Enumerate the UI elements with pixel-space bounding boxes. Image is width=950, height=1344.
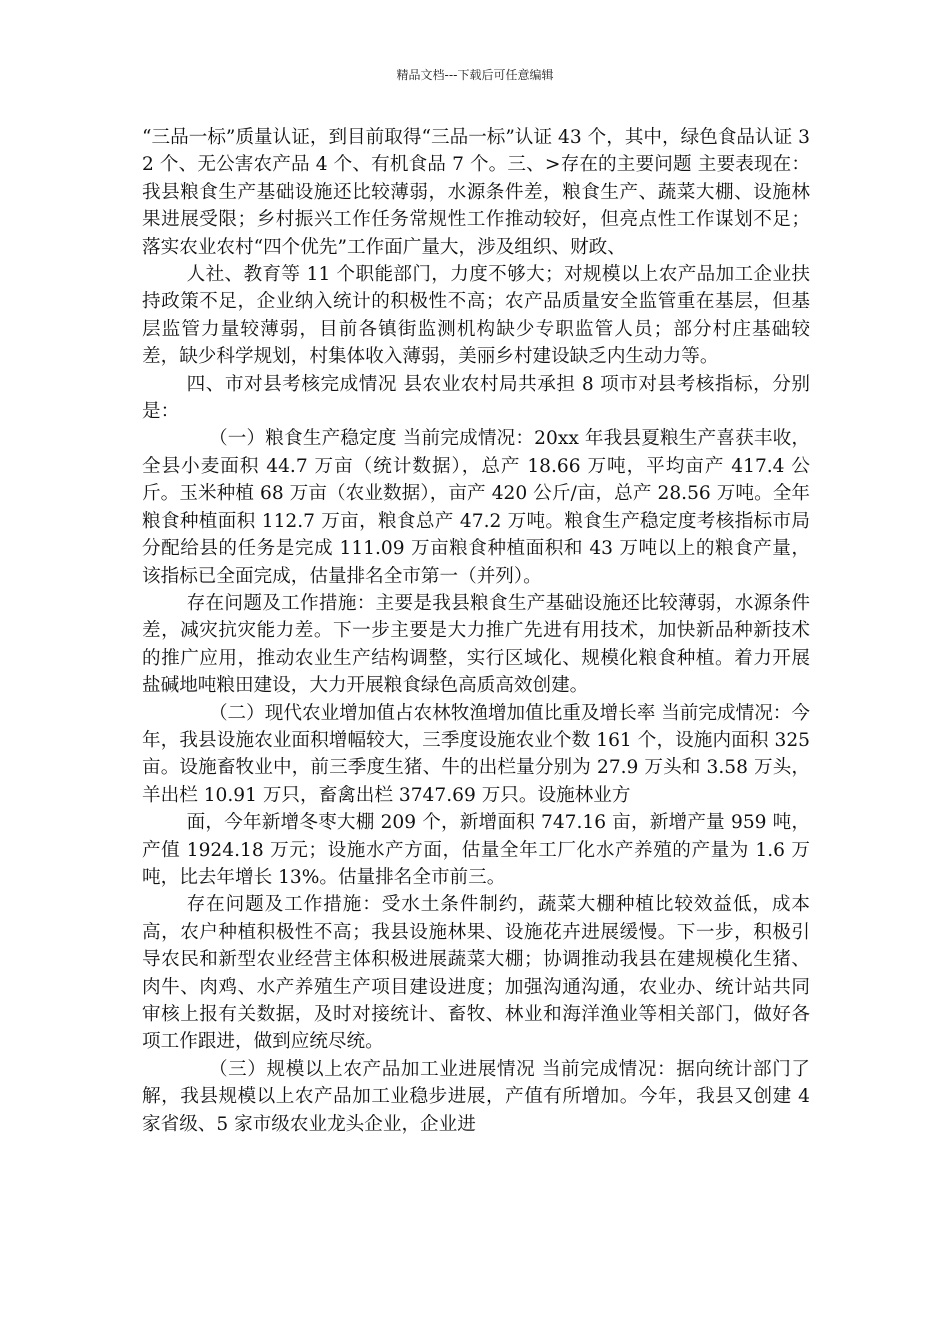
paragraph-3: 四、市对县考核完成情况 县农业农村局共承担 8 项市对县考核指标，分别是：	[142, 373, 810, 423]
page-header-note: 精品文档---下载后可任意编辑	[396, 68, 554, 82]
paragraph-8: 存在问题及工作措施：受水土条件制约，蔬菜大棚种植比较效益低，成本高，农户种植积极性不高；我县设施林果、设施花卉进展缓慢。下一步，积极引导农民和新型农业经营主体积极进展蔬菜大棚；协调推动我县在建规模化生猪、肉牛、肉鸡、水产养殖生产项目建设进度；加强沟通沟通，农业办、统计站共同审核上报有关数据，及时对接统计、畜牧、林业和海洋渔业等相关部门，做好各项工作跟进，做到应统尽统。	[142, 894, 810, 1053]
paragraph-6: （二）现代农业增加值占农林牧渔增加值比重及增长率 当前完成情况：今年，我县设施农业面积增幅较大，三季度设施农业个数 161 个，设施内面积 325 亩。设施畜牧业中，前三季度生猪、牛的出栏量分别为 27.9 万头和 3.58 万头，羊出栏 10.91 万只，畜禽出栏 3747.69 万只。设施林业方	[142, 702, 810, 806]
paragraph-5: 存在问题及工作措施：主要是我县粮食生产基础设施还比较薄弱，水源条件差，减灾抗灾能力差。下一步主要是大力推广先进有用技术，加快新品种新技术的推广应用，推动农业生产结构调整，实行区域化、规模化粮食种植。着力开展盐碱地吨粮田建设，大力开展粮食绿色高质高效创建。	[142, 592, 810, 697]
paragraph-2: 人社、教育等 11 个职能部门，力度不够大；对规模以上农产品加工企业扶持政策不足，企业纳入统计的积极性不高；农产品质量安全监管重在基层，但基层监管力量较薄弱，目前各镇街监测机构缺少专职监管人员；部分村庄基础较差，缺少科学规划，村集体收入薄弱，美丽乡村建设缺乏内生动力等。	[142, 264, 810, 368]
document-body	[142, 124, 810, 1138]
paragraph-4: （一）粮食生产稳定度 当前完成情况：20xx 年我县夏粮生产喜获丰收，全县小麦面积 44.7 万亩（统计数据），总产 18.66 万吨，平均亩产 417.4 公斤。玉米种植 68 万亩（农业数据），亩产 420 公斤/亩，总产 28.56 万吨。全年粮食种植面积 112.7 万亩，粮食总产 47.2 万吨。粮食生产稳定度考核指标市局分配给县的任务是完成 111.09 万亩粮食种植面积和 43 万吨以上的粮食产量，该指标已全面完成，估量排名全市第一（并列）。	[142, 428, 810, 587]
paragraph-9: （三）规模以上农产品加工业进展情况 当前完成情况：据向统计部门了解，我县规模以上农产品加工业稳步进展，产值有所增加。今年，我县又创建 4 家省级、5 家市级农业龙头企业，企业进	[142, 1058, 810, 1135]
paragraph-1: “三品一标”质量认证，到目前取得“三品一标”认证 43 个，其中，绿色食品认证 32 个、无公害农产品 4 个、有机食品 7 个。三、>存在的主要问题 主要表现在：我县粮食生产基础设施还比较薄弱，水源条件差，粮食生产、蔬菜大棚、设施林果进展受限；乡村振兴工作任务常规性工作推动较好，但亮点性工作谋划不足；落实农业农村“四个优先”工作面广量大，涉及组织、财政、	[142, 127, 810, 258]
paragraph-7: 面，今年新增冬枣大棚 209 个，新增面积 747.16 亩，新增产量 959 吨，产值 1924.18 万元；设施水产方面，估量全年工厂化水产养殖的产量为 1.6 万吨，比去年增长 13%。估量排名全市前三。	[142, 812, 810, 888]
